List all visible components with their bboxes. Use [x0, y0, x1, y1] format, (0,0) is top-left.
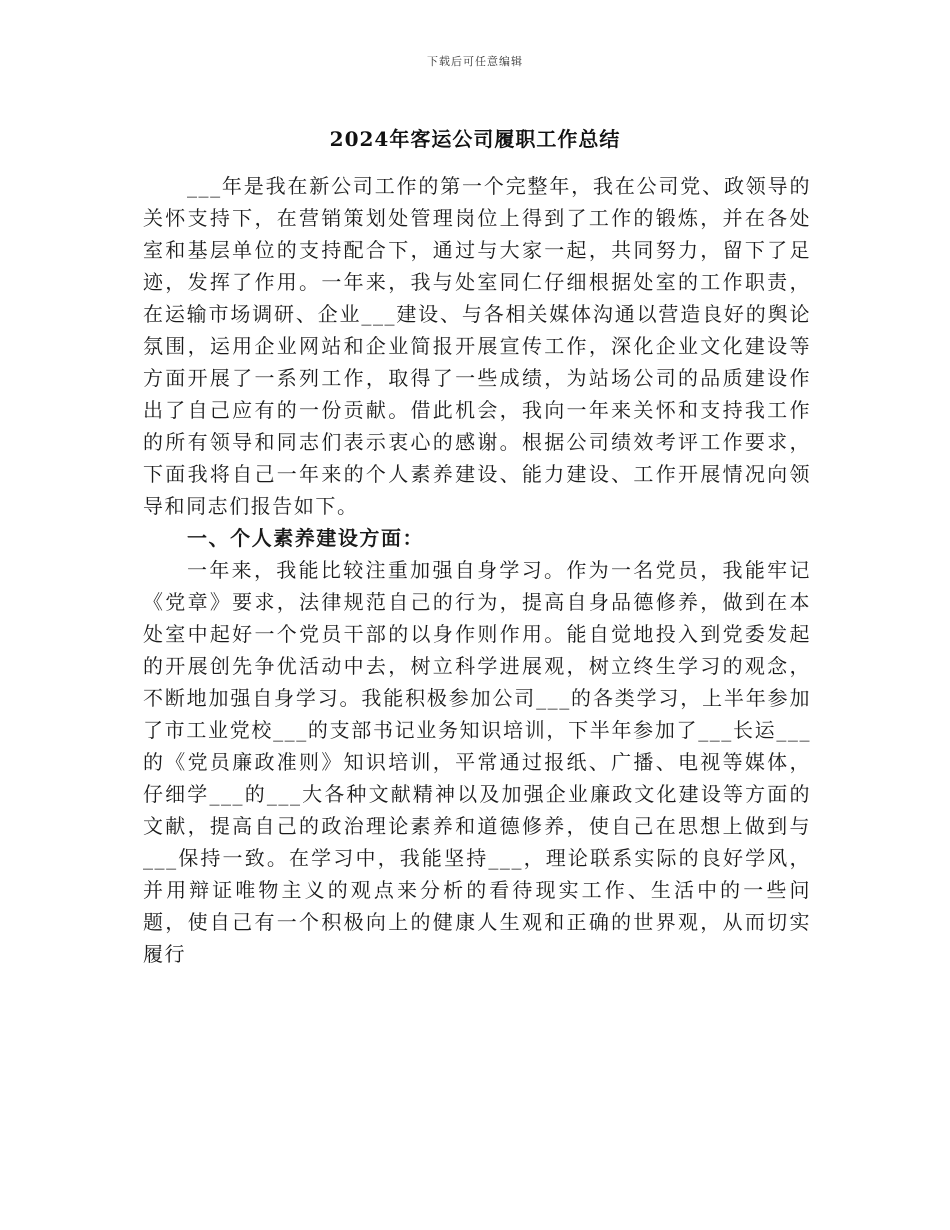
- page-header-note: 下载后可任意编辑: [427, 55, 523, 68]
- document-body: [143, 170, 811, 970]
- paragraph-intro: ___年是我在新公司工作的第一个完整年，我在公司党、政领导的关怀支持下，在营销策划处管理岗位上得到了工作的锻炼，并在各处室和基层单位的支持配合下，通过与大家一起，共同努力，留下了足迹，发挥了作用。一年来，我与处室同仁仔细根据处室的工作职责，在运输市场调研、企业___建设、与各相关媒体沟通以营造良好的舆论氛围，运用企业网站和企业简报开展宣传工作，深化企业文化建设等方面开展了一系列工作，取得了一些成绩，为站场公司的品质建设作出了自己应有的一份贡献。借此机会，我向一年来关怀和支持我工作的所有领导和同志们表示衷心的感谢。根据公司绩效考评工作要求，下面我将自己一年来的个人素养建设、能力建设、工作开展情况向领导和同志们报告如下。: [143, 174, 811, 518]
- document-title: 2024年客运公司履职工作总结: [329, 127, 621, 151]
- paragraph-personal-quality: 一年来，我能比较注重加强自身学习。作为一名党员，我能牢记《党章》要求，法律规范自己的行为，提高自身品德修养，做到在本处室中起好一个党员干部的以身作则作用。能自觉地投入到党委发起的开展创先争优活动中去，树立科学进展观，树立终生学习的观念，不断地加强自身学习。我能积极参加公司___的各类学习，上半年参加了市工业党校___的支部书记业务知识培训，下半年参加了___长运___的《党员廉政准则》知识培训，平常通过报纸、广播、电视等媒体，仔细学___的___大各种文献精神以及加强企业廉政文化建设等方面的文献，提高自己的政治理论素养和道德修养，使自己在思想上做到与___保持一致。在学习中，我能坚持___，理论联系实际的良好学风，并用辩证唯物主义的观点来分析的看待现实工作、生活中的一些问题，使自己有一个积极向上的健康人生观和正确的世界观，从而切实履行: [143, 558, 811, 966]
- section-heading-personal-quality: 一、个人素养建设方面：: [187, 526, 425, 550]
